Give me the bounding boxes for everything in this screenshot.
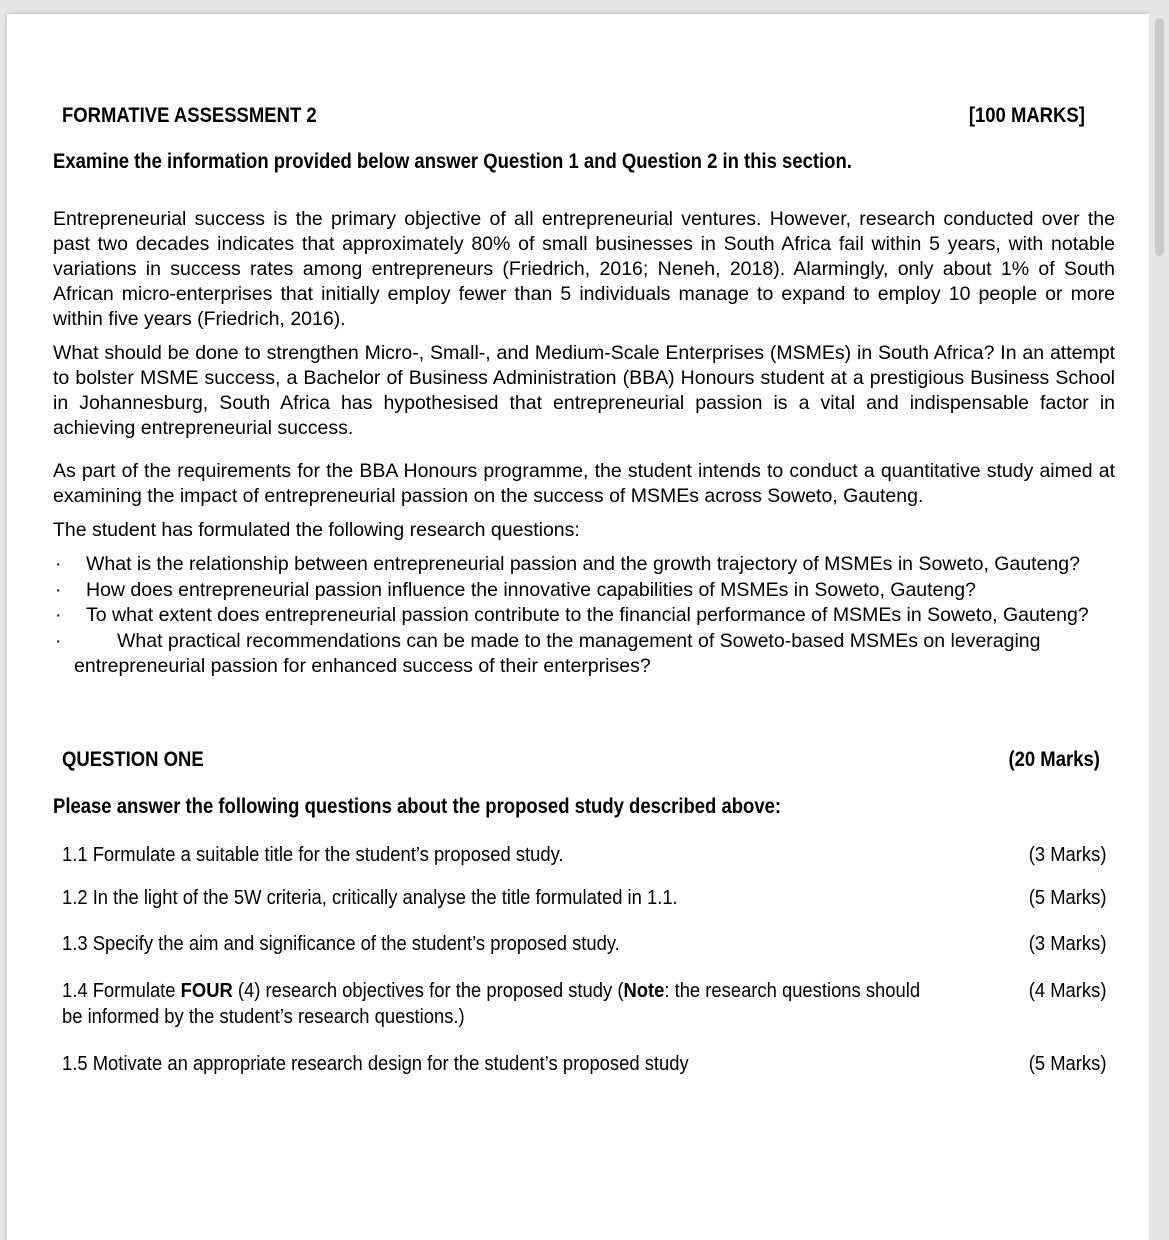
question-marks-1-5: (5 Marks) bbox=[1028, 1053, 1106, 1075]
research-question-text: How does entrepreneurial passion influence the innovative capabilities of MSMEs in Soweto, Gauteng? bbox=[86, 578, 976, 601]
question-marks-1-3: (3 Marks) bbox=[1028, 933, 1106, 955]
question-text: (4) research objectives for the proposed study ( bbox=[232, 980, 624, 1002]
question-marks-1-1: (3 Marks) bbox=[1028, 844, 1106, 866]
assessment-instruction: Examine the information provided below answer Question 1 and Question 2 in this section. bbox=[53, 150, 852, 173]
bullet-icon: · bbox=[55, 578, 62, 601]
scrollbar[interactable] bbox=[1149, 0, 1169, 1240]
note-label: Note bbox=[623, 980, 665, 1002]
research-question-text: To what extent does entrepreneurial passion contribute to the financial performance of MSMEs in Soweto, Gauteng? bbox=[86, 604, 1089, 626]
research-questions-list bbox=[53, 552, 1115, 680]
question-marks-1-4: (4 Marks) bbox=[1028, 980, 1106, 1002]
research-question-item bbox=[53, 578, 1115, 604]
question-item-1-4 bbox=[62, 978, 936, 1030]
case-paragraph-4: The student has formulated the following research questions: bbox=[53, 519, 580, 541]
research-question-item bbox=[53, 629, 1115, 655]
question-marks-1-2: (5 Marks) bbox=[1028, 887, 1106, 909]
scrollbar-thumb[interactable] bbox=[1155, 18, 1164, 256]
document-page bbox=[7, 14, 1149, 1240]
question-one-marks: (20 Marks) bbox=[1008, 748, 1100, 771]
research-question-item bbox=[53, 603, 1115, 629]
case-paragraph-1: Entrepreneurial success is the primary objective of all entrepreneurial ventures. However, research conducted over the past two decades indicates that approximately 80% of small businesses in South Africa fail within 5 years, with notable variations in success rates among entrepreneurs (Friedrich, 2016; Neneh, 2018). Alarmingly, only about 1% of South African micro-enterprises that initially employ fewer than 5 individuals manage to expand to employ 10 people or more within five years (Friedrich, 2016). bbox=[53, 208, 1115, 330]
research-question-item bbox=[53, 552, 1115, 578]
assessment-total-marks: [100 MARKS] bbox=[968, 104, 1085, 127]
emphasis-text: FOUR bbox=[180, 980, 233, 1002]
question-one-title: QUESTION ONE bbox=[62, 748, 204, 771]
case-paragraph-3: As part of the requirements for the BBA Honours programme, the student intends to conduct a quantitative study aimed at examining the impact of entrepreneurial passion on the success of MSMEs across Soweto, Gauteng. bbox=[53, 460, 1115, 507]
question-text: 1.4 Formulate bbox=[62, 980, 181, 1002]
research-question-continuation: entrepreneurial passion for enhanced success of their enterprises? bbox=[74, 655, 651, 677]
bullet-icon: · bbox=[55, 629, 62, 652]
question-item-1-3: 1.3 Specify the aim and significance of the student’s proposed study. bbox=[62, 933, 620, 955]
question-item-1-2: 1.2 In the light of the 5W criteria, critically analyse the title formulated in 1.1. bbox=[62, 887, 678, 909]
bullet-icon: · bbox=[55, 553, 62, 575]
research-question-text: What is the relationship between entrepreneurial passion and the growth trajectory of MSMEs in Soweto, Gauteng? bbox=[86, 553, 1080, 575]
assessment-title: FORMATIVE ASSESSMENT 2 bbox=[62, 104, 317, 127]
question-item-1-5: 1.5 Motivate an appropriate research design for the student’s proposed study bbox=[62, 1053, 689, 1075]
case-paragraph-2: What should be done to strengthen Micro-, Small-, and Medium-Scale Enterprises (MSMEs) in South Africa? In an attempt to bolster MSME success, a Bachelor of Business Administration (BBA) Honours student at a prestigious Business School in Johannesburg, South Africa has hypothesised that entrepreneurial passion is a vital and indispensable factor in achieving entrepreneurial success. bbox=[53, 342, 1115, 439]
bullet-icon: · bbox=[55, 604, 62, 626]
research-question-text: What practical recommendations can be made to the management of Soweto-based MSMEs on leveraging bbox=[117, 629, 1041, 652]
question-item-1-1: 1.1 Formulate a suitable title for the student’s proposed study. bbox=[62, 844, 564, 866]
question-one-instruction: Please answer the following questions about the proposed study described above: bbox=[53, 795, 782, 818]
question-text: : the research questions should be informed by the student’s research questions.) bbox=[62, 980, 921, 1028]
